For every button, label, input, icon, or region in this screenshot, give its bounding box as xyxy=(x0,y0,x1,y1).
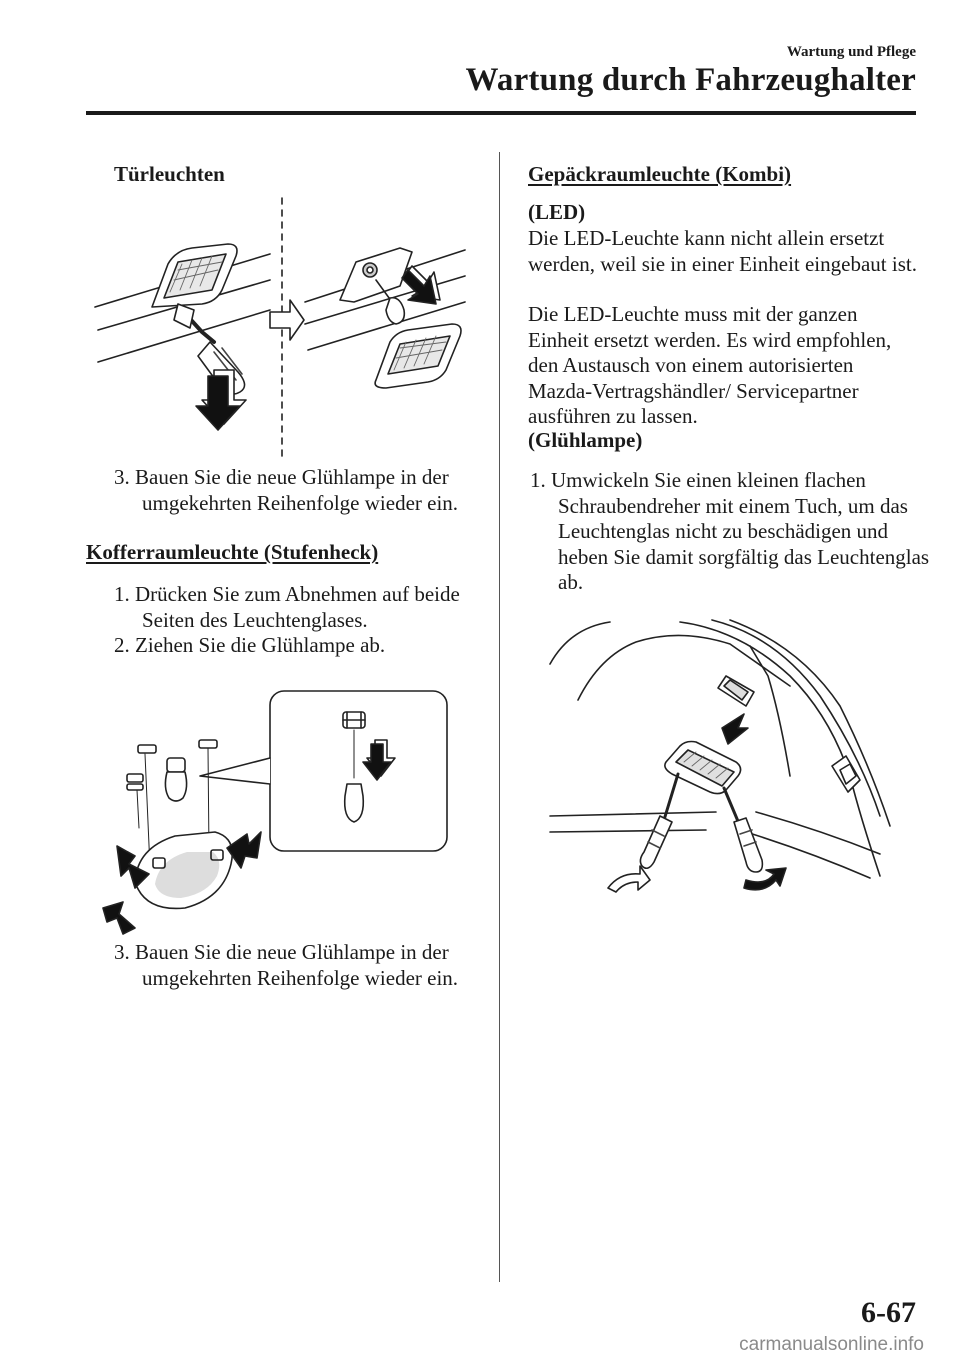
column-divider xyxy=(499,152,500,1282)
bulb-label: (Glühlampe) xyxy=(528,428,643,452)
led-text-2: Die LED-Leuchte muss mit der ganzen Einheit ersetzt werden. Es wird empfohlen, den Austausch von einem autorisierten Mazda-Vertragshändler/ Servicepartner ausführen zu lassen. xyxy=(528,302,892,428)
header-divider xyxy=(86,111,916,115)
led-label: (LED) xyxy=(528,200,586,224)
cargo-light-illustration xyxy=(540,616,920,916)
watermark: carmanualsonline.info xyxy=(739,1334,924,1355)
trunk-step-3: 3. Bauen Sie die neue Glühlampe in der umgekehrten Reihenfolge wieder ein. xyxy=(114,940,459,990)
page-number: 6-67 xyxy=(861,1296,916,1329)
trunk-light-heading: Kofferraumleuchte (Stufenheck) xyxy=(86,540,379,564)
door-light-illustration xyxy=(90,192,470,460)
trunk-step-2: 2. Ziehen Sie die Glühlampe ab. xyxy=(114,633,386,657)
trunk-step-1: 1. Drücken Sie zum Abnehmen auf beide Seiten des Leuchtenglases. xyxy=(114,582,460,632)
led-text: Die LED-Leuchte kann nicht allein ersetzt werden, weil sie in einer Einheit eingebaut ist. xyxy=(528,226,917,276)
page-title: Wartung durch Fahrzeughalter xyxy=(465,62,916,98)
trunk-light-illustration xyxy=(95,688,455,928)
bulb-step-1: 1. Umwickeln Sie einen kleinen flachen Schraubendreher mit einem Tuch, um das Leuchtenglas nicht zu beschädigen und heben Sie damit sorgfältig das Leuchtenglas ab. xyxy=(530,468,930,594)
cargo-light-heading: Gepäckraumleuchte (Kombi) xyxy=(528,162,792,186)
door-light-heading: Türleuchten xyxy=(114,162,225,186)
section-label: Wartung und Pflege xyxy=(786,44,916,60)
door-step-3: 3. Bauen Sie die neue Glühlampe in der umgekehrten Reihenfolge wieder ein. xyxy=(114,465,459,515)
